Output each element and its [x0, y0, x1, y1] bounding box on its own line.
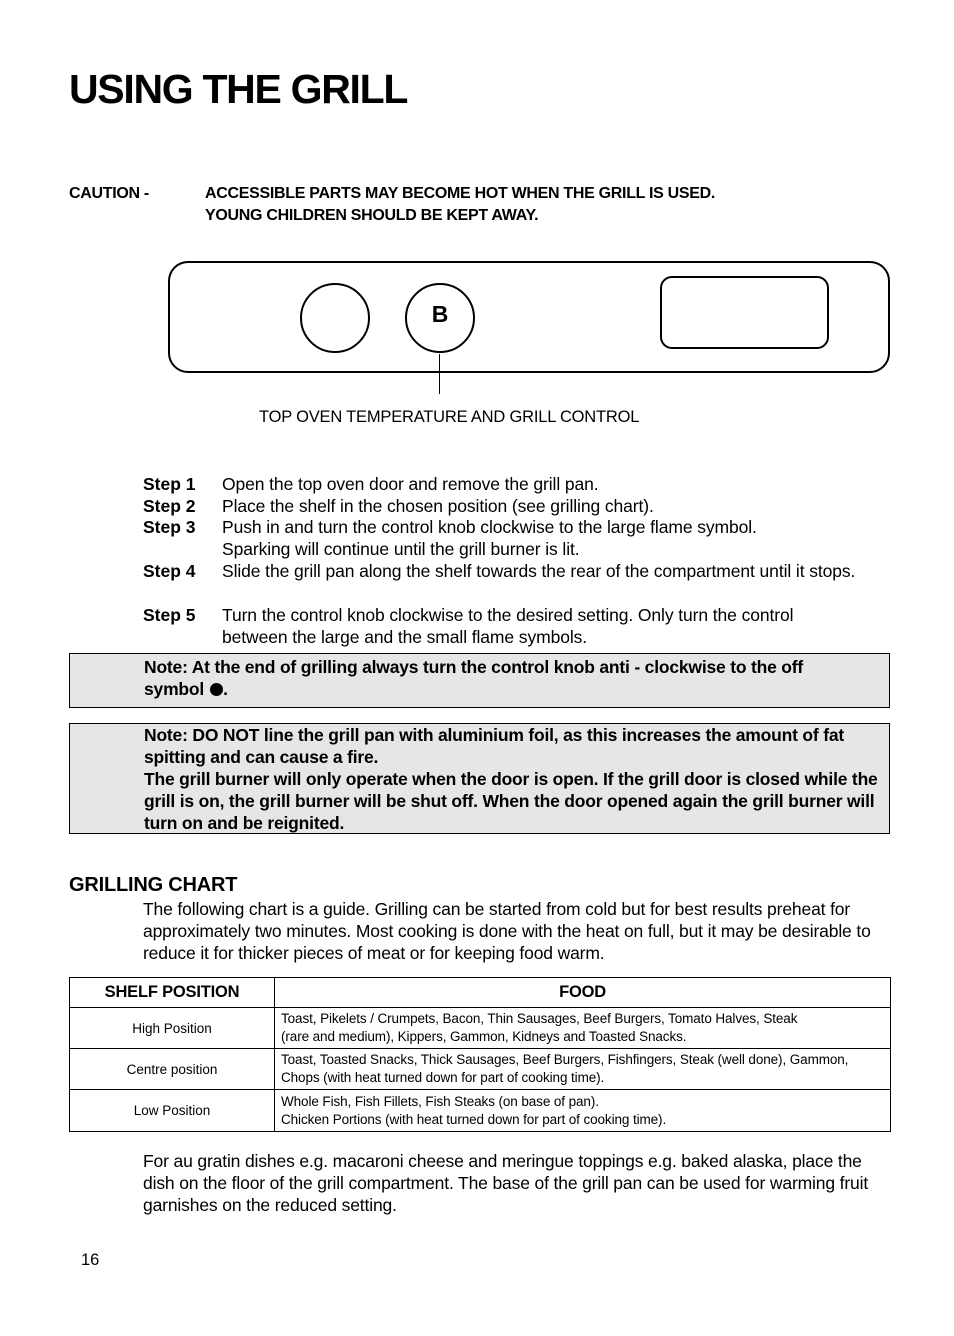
leader-line — [439, 354, 440, 394]
note-text-door: The grill burner will only operate when the door is open. If the grill door is closed while the grill is on, the grill burner will be shut off. When the door opened again the grill burner will turn on and be reignited. — [144, 769, 878, 833]
grill-control-knob-b — [405, 283, 475, 353]
food-cell: Toast, Pikelets / Crumpets, Bacon, Thin Sausages, Beef Burgers, Tomato Halves, Steak (rare and medium), Kippers, Gammon, Kidneys and Toasted Snacks. — [275, 1008, 891, 1049]
step-label: Step 2 — [143, 496, 196, 516]
step-label: Step 5 — [143, 605, 196, 625]
caution-line-2: YOUNG CHILDREN SHOULD BE KEPT AWAY. — [205, 207, 539, 224]
caution-label: CAUTION - — [69, 185, 149, 202]
caution-line-1: ACCESSIBLE PARTS MAY BECOME HOT WHEN THE GRILL IS USED. — [205, 185, 716, 202]
column-header-food: FOOD — [275, 978, 891, 1008]
step-text: Place the shelf in the chosen position (see grilling chart). — [222, 496, 654, 516]
table-row — [70, 1090, 891, 1132]
shelf-position-cell: Centre position — [70, 1049, 275, 1090]
knob-label: B — [431, 300, 449, 327]
table-row — [70, 1008, 891, 1049]
control-knob-left — [300, 283, 370, 353]
note-box-foil-warning — [69, 723, 890, 834]
table-row — [70, 1049, 891, 1090]
step-text: Slide the grill pan along the shelf towards the rear of the compartment until it stops. — [222, 561, 856, 581]
step-text: Turn the control knob clockwise to the desired setting. Only turn the control between the large and the small flame symbols. — [222, 605, 794, 647]
grilling-chart-table — [69, 977, 891, 1132]
note-box-off-symbol — [69, 653, 890, 708]
food-cell: Toast, Toasted Snacks, Thick Sausages, Beef Burgers, Fishfingers, Steak (well done), Gammon, Chops (with heat turned down for part of cooking time). — [275, 1049, 891, 1090]
shelf-position-cell: Low Position — [70, 1090, 275, 1132]
food-cell: Whole Fish, Fish Fillets, Fish Steaks (on base of pan). Chicken Portions (with heat turned down for part of cooking time). — [275, 1090, 891, 1132]
step-label: Step 4 — [143, 561, 196, 581]
grilling-chart-intro: The following chart is a guide. Grilling can be started from cold but for best results preheat for approximately two minutes. Most cooking is done with the heat on full, but it may be desirable to reduce it for thicker pieces of meat or for keeping food warm. — [143, 899, 871, 963]
diagram-caption: TOP OVEN TEMPERATURE AND GRILL CONTROL — [259, 408, 640, 426]
au-gratin-paragraph: For au gratin dishes e.g. macaroni cheese and meringue toppings e.g. baked alaska, place the dish on the floor of the grill compartment. The base of the grill pan can be used for warming fruit garnishes on the reduced setting. — [143, 1151, 869, 1215]
off-symbol-icon — [210, 683, 223, 696]
column-header-shelf-position: SHELF POSITION — [70, 978, 275, 1008]
step-text: Push in and turn the control knob clockwise to the large flame symbol. Sparking will continue until the grill burner is lit. — [222, 517, 757, 559]
step-label: Step 1 — [143, 474, 196, 494]
table-header-row — [70, 978, 891, 1008]
step-label: Step 3 — [143, 517, 196, 537]
note-text-foil: Note: DO NOT line the grill pan with aluminium foil, as this increases the amount of fat spitting and can cause a fire. — [144, 725, 844, 767]
shelf-position-cell: High Position — [70, 1008, 275, 1049]
page-number: 16 — [81, 1251, 100, 1269]
grilling-chart-heading: GRILLING CHART — [69, 874, 238, 896]
page-title: USING THE GRILL — [69, 66, 408, 112]
step-text: Open the top oven door and remove the grill pan. — [222, 474, 599, 494]
note-text: Note: At the end of grilling always turn the control knob anti - clockwise to the off symbol . — [144, 657, 804, 699]
display-window — [660, 276, 829, 349]
